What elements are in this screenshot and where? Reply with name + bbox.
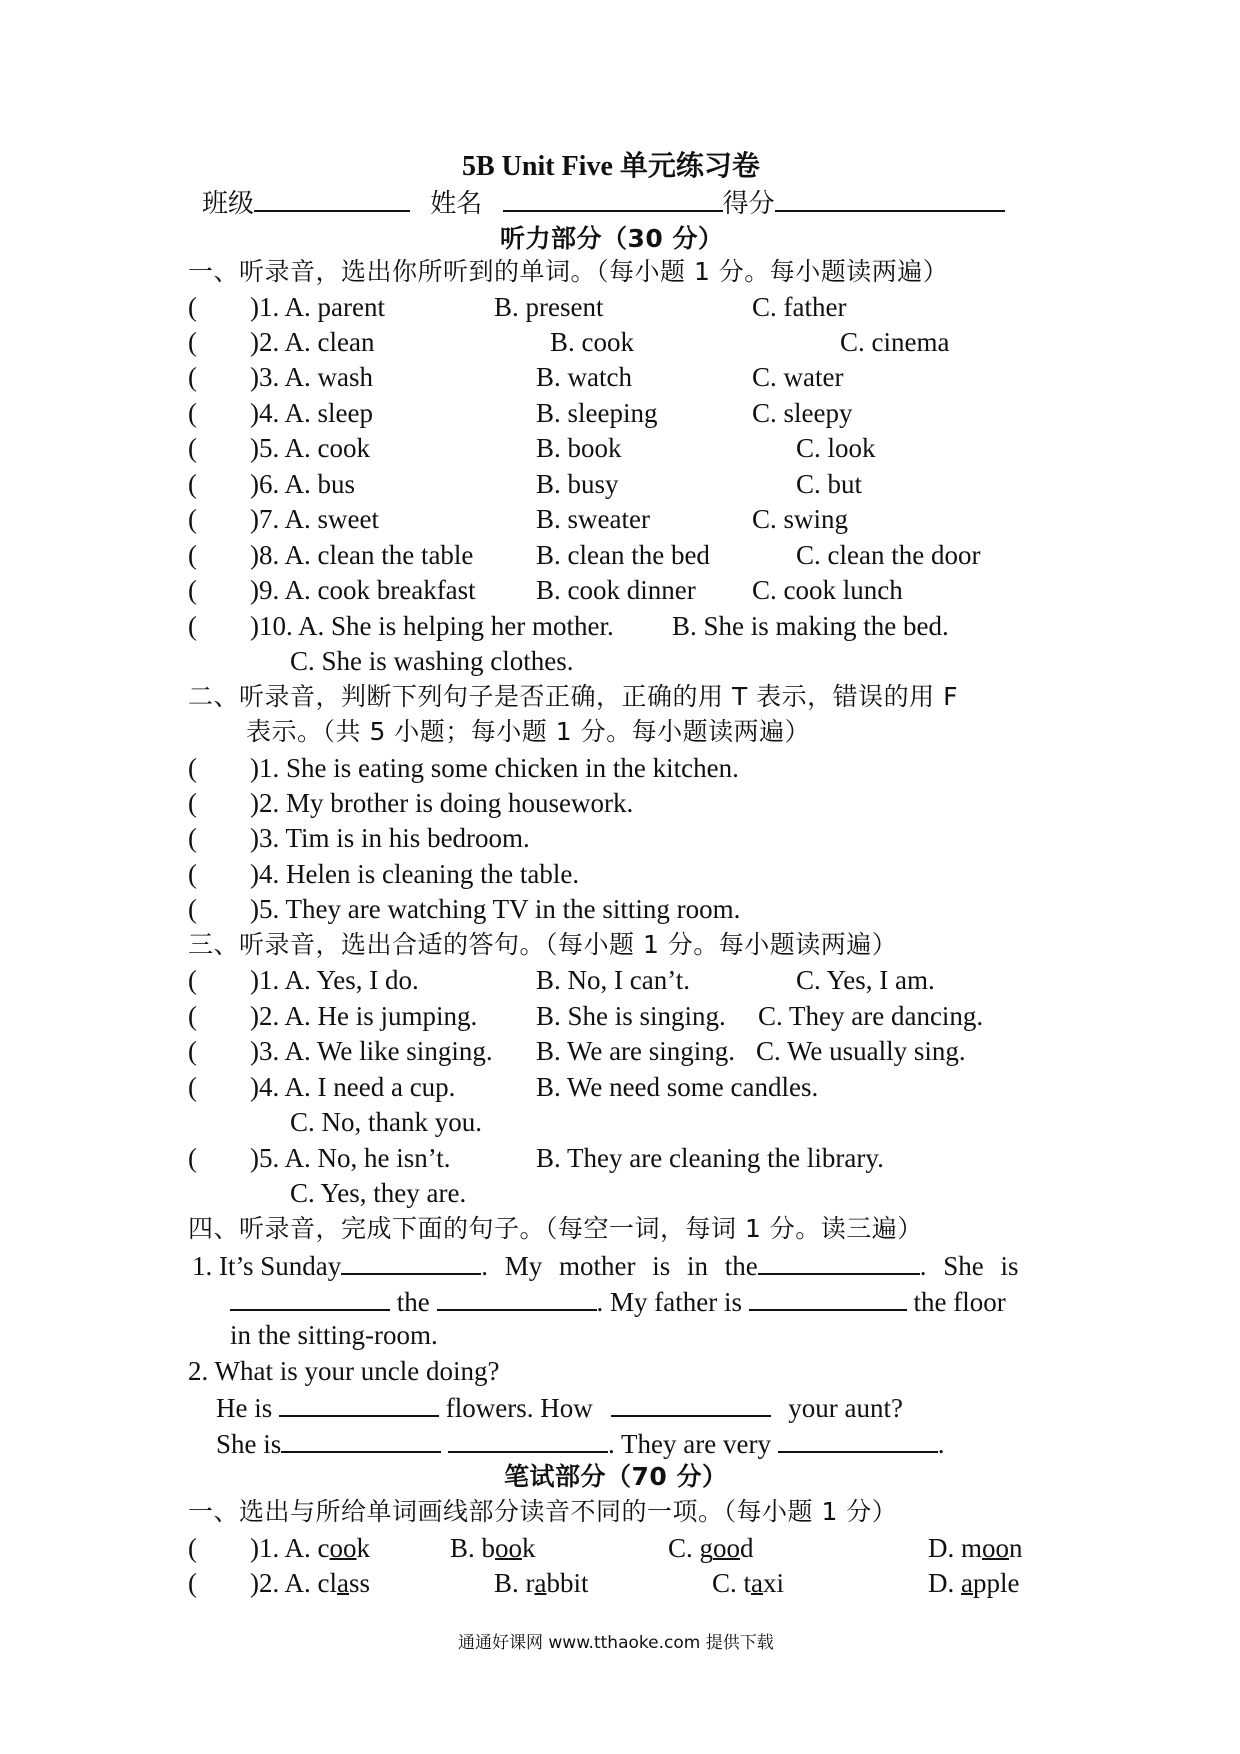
page-title: 5B Unit Five 单元练习卷 bbox=[462, 151, 760, 182]
listening-part4-instruction: 四、听录音，完成下面的句子。（每空一词，每词 1 分。读三遍） bbox=[188, 1214, 923, 1243]
listening-part1-instruction: 一、听录音，选出你所听到的单词。（每小题 1 分。每小题读两遍） bbox=[188, 257, 949, 286]
list-item-continued: C. Yes, they are. bbox=[290, 1178, 467, 1208]
list-item-continued: C. She is washing clothes. bbox=[290, 646, 574, 676]
name-field[interactable] bbox=[503, 184, 723, 212]
name-label: 姓名 bbox=[430, 189, 483, 219]
listening-part2-instruction-cont: 表示。（共 5 小题；每小题 1 分。每小题读两遍） bbox=[246, 717, 811, 746]
answer-blank[interactable] bbox=[341, 1247, 481, 1275]
answer-blank[interactable] bbox=[778, 1425, 938, 1453]
written-part1-instruction: 一、选出与所给单词画线部分读音不同的一项。（每小题 1 分） bbox=[188, 1497, 898, 1526]
answer-blank[interactable] bbox=[279, 1389, 439, 1417]
list-item-continued: C. No, thank you. bbox=[290, 1107, 482, 1137]
listening-part3-instruction: 三、听录音，选出合适的答句。（每小题 1 分。每小题读两遍） bbox=[188, 930, 898, 959]
answer-blank[interactable] bbox=[749, 1283, 907, 1311]
written-heading: 笔试部分（70 分） bbox=[504, 1462, 728, 1491]
fill-sentence-2-question: 2. What is your uncle doing? bbox=[188, 1356, 500, 1386]
answer-blank[interactable] bbox=[281, 1425, 441, 1453]
exam-page: 5B Unit Five 单元练习卷 班级 姓名 得分 听力部分（30 分） 一、听录音，选出你所听到的单词。（每小题 1 分。每小题读两遍） ( )1. A. parent B. present C. father ( )2. A. clean B. cook C. cinema ( )3. A. wash B. watch C. water ( )4. A. sleep B. sleeping C. sleepy ( )5. A. cook B. book C. look ( )6. A. bus B. busy C. but ( )7. A. sweet B. sweater C. swing ( )8. A. clean the table B. clean the bed C. clean the door ( )9. A. cook breakfast B. cook dinner C. cook lunch ( )10. A. She is helping her mother. B. She is making the bed. C. She is washing clothes. 二、听录音，判断下列句子是否正确，正确的用 T 表示，错误的用 F 表示。（共 5 小题；每小题 1 分。每小题读两遍） ( )1. She is eating some chicken in the kitchen. ( )2. My brother is doing housework. ( )3. Tim is in his bedroom. ( )4. Helen is cleaning the table. ( )5. They are watching TV in the sitting room. 三、听录音，选出合适的答句。（每小题 1 分。每小题读两遍） ( )1. A. Yes, I do. B. No, I can’t. C. Yes, I am. ( )2. A. He is jumping. B. She is singing. C. They are dancing. ( )3. A. We like singing. B. We are singing. C. We usually sing. ( )4. A. I need a cup. B. We need some candles. C. No, thank you. ( )5. A. No, he isn’t. B. They are cleaning the library. C. Yes, they are. 四、听录音，完成下面的句子。（每空一词，每词 1 分。读三遍） 1. It’s Sunday . My mother is in the . She is the . My father is the floor in the sitting-room. 2. What is your uncle doing? He is flowers. How your aunt? She is . They are very . 笔试部分（70 分） 一、选出与所给单词画线部分读音不同的一项。（每小题 1 分） ( )1. A. cook B. book C. good D. moon ( )2. A. class B. rabbit C. taxi D. apple 通通好课网 www.tthaoke.com 提供下载 bbox=[0, 0, 1240, 1754]
score-field[interactable] bbox=[775, 184, 1005, 212]
answer-blank[interactable] bbox=[758, 1247, 920, 1275]
question-text: )1. A. parent bbox=[250, 292, 385, 322]
fill-sentence-1-line2: the . My father is the floor bbox=[230, 1283, 1006, 1317]
answer-blank[interactable] bbox=[448, 1425, 608, 1453]
class-label: 班级 bbox=[202, 189, 255, 219]
page-footer: 通通好课网 www.tthaoke.com 提供下载 bbox=[458, 1633, 774, 1653]
answer-blank[interactable] bbox=[611, 1389, 771, 1417]
student-info-row bbox=[202, 184, 1005, 218]
fill-sentence-2-line2: She is . They are very . bbox=[216, 1425, 944, 1459]
class-field[interactable] bbox=[254, 184, 410, 212]
score-label: 得分 bbox=[722, 189, 775, 219]
answer-blank[interactable] bbox=[437, 1283, 597, 1311]
listening-part2-instruction: 二、听录音，判断下列句子是否正确，正确的用 T 表示，错误的用 F bbox=[188, 682, 958, 711]
fill-sentence-2-line1: He is flowers. How your aunt? bbox=[216, 1389, 903, 1423]
fill-sentence-1-line3: in the sitting-room. bbox=[230, 1320, 438, 1350]
listening-heading: 听力部分（30 分） bbox=[500, 224, 724, 253]
fill-sentence-1-line1: 1. It’s Sunday . My mother is in the . She is bbox=[192, 1247, 1019, 1281]
answer-blank[interactable] bbox=[230, 1283, 390, 1311]
